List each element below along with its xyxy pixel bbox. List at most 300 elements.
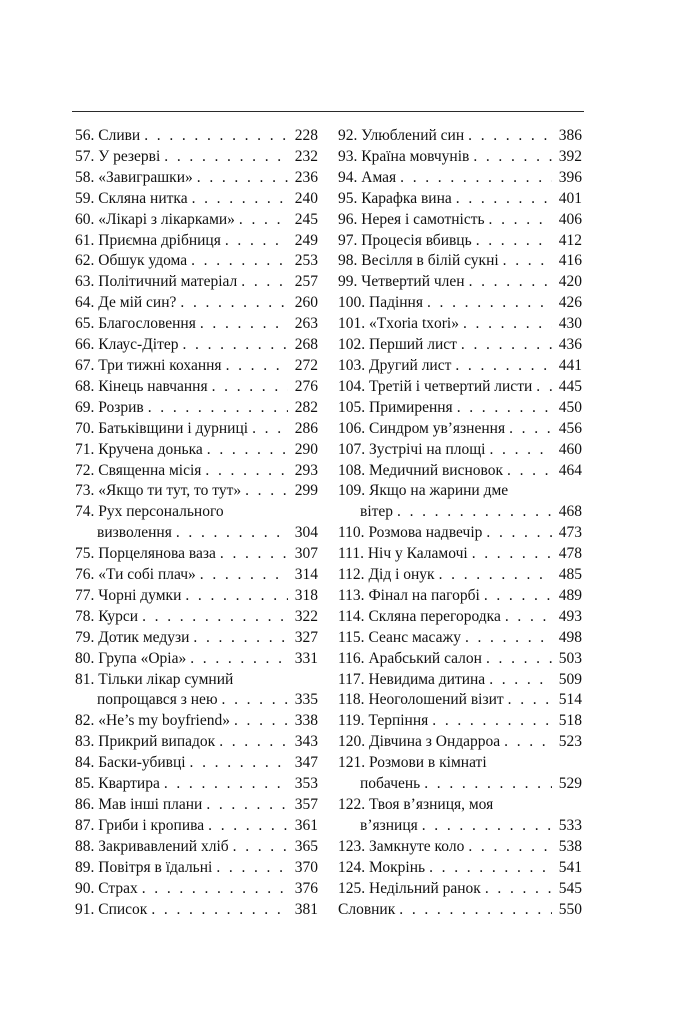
page-number: 343 — [294, 733, 318, 751]
chapter-number: 110. — [338, 524, 365, 542]
chapter-heading — [338, 670, 485, 691]
toc-entry-line — [75, 523, 318, 544]
chapter-number: 67. — [75, 356, 95, 374]
chapter-heading — [338, 858, 425, 879]
dot-leader — [456, 189, 552, 210]
chapter-heading — [338, 440, 485, 461]
toc-entry — [75, 795, 318, 816]
chapter-number: 56. — [75, 127, 95, 144]
page-number: 282 — [294, 398, 318, 416]
page-number: 307 — [294, 545, 318, 563]
toc-entry-line — [338, 419, 582, 440]
chapter-heading — [75, 544, 216, 565]
chapter-heading — [338, 272, 465, 293]
chapter-heading — [338, 419, 505, 440]
toc-entry-line — [75, 189, 318, 210]
chapter-title: Процесія вбивць — [361, 231, 472, 249]
chapter-title: Дід і онук — [368, 566, 435, 584]
page-number: 441 — [558, 356, 582, 374]
toc-entry — [338, 879, 582, 900]
dot-leader — [206, 795, 288, 816]
toc-entry-line — [338, 210, 582, 231]
toc-entry-line — [75, 732, 318, 753]
chapter-title: Кінець навчання — [98, 377, 208, 395]
page-number: 550 — [558, 900, 582, 918]
toc-entry-line — [338, 586, 582, 607]
dot-leader — [397, 502, 552, 523]
dot-leader — [239, 210, 288, 231]
page-number: 533 — [558, 816, 582, 834]
toc-entry-line — [338, 690, 582, 711]
chapter-heading — [338, 210, 485, 231]
toc-entry — [75, 356, 318, 377]
chapter-number: 122. — [338, 796, 366, 813]
toc-entry-line — [75, 147, 318, 168]
chapter-heading — [338, 565, 435, 586]
toc-entry-line — [338, 795, 582, 816]
page-number: 485 — [558, 566, 582, 584]
toc-entry — [338, 753, 582, 795]
chapter-number: 80. — [75, 649, 95, 667]
toc-entry — [338, 251, 582, 272]
page-number: 286 — [294, 419, 318, 437]
toc-entry — [75, 858, 318, 879]
dot-leader — [216, 858, 288, 879]
chapter-number: 70. — [75, 419, 95, 437]
chapter-title: Карафка вина — [361, 189, 452, 207]
toc-entry-line — [338, 461, 582, 482]
page-number: 293 — [294, 461, 318, 479]
chapter-heading — [75, 649, 186, 670]
chapter-title: Неоголошений візит — [368, 691, 504, 709]
page-number: 503 — [558, 649, 582, 667]
chapter-number: 62. — [75, 252, 95, 270]
dot-leader — [164, 147, 288, 168]
toc-entry-line — [338, 356, 582, 377]
dot-leader — [509, 419, 552, 440]
dot-leader — [219, 732, 288, 753]
chapter-heading — [75, 628, 189, 649]
toc-entry-line — [338, 293, 582, 314]
toc-column-left — [75, 126, 318, 920]
page-number: 396 — [558, 168, 582, 186]
chapter-number: 59. — [75, 189, 95, 207]
dot-leader — [193, 628, 288, 649]
toc-entry — [75, 419, 318, 440]
toc-entry-line — [75, 711, 318, 732]
chapter-title: Кручена донька — [98, 440, 203, 458]
chapter-number: 91. — [75, 900, 95, 918]
chapter-heading — [75, 858, 212, 879]
chapter-number: 96. — [338, 210, 358, 228]
chapter-title-continued: визволення — [97, 524, 172, 542]
chapter-number: 95. — [338, 189, 358, 207]
toc-entry — [338, 670, 582, 691]
chapter-heading — [338, 293, 423, 314]
chapter-heading — [338, 356, 451, 377]
dot-leader — [429, 858, 552, 879]
chapter-heading — [75, 293, 176, 314]
dot-leader — [176, 523, 288, 544]
page-number: 253 — [294, 252, 318, 270]
toc-entry — [75, 461, 318, 482]
chapter-number: 89. — [75, 858, 95, 876]
chapter-number: 79. — [75, 628, 95, 646]
chapter-number: 109. — [338, 482, 366, 500]
toc-entry-line — [338, 335, 582, 356]
dot-leader — [205, 461, 288, 482]
dot-leader — [233, 837, 288, 858]
chapter-number: 116. — [338, 649, 365, 667]
dot-leader — [468, 126, 552, 147]
chapter-number: 87. — [75, 816, 95, 834]
toc-entry — [75, 732, 318, 753]
chapter-title: Страх — [98, 879, 138, 897]
page-number: 493 — [558, 607, 582, 625]
chapter-number: 84. — [75, 754, 95, 772]
toc-entry-line — [75, 481, 318, 502]
page-number: 257 — [294, 273, 318, 291]
chapter-number: 105. — [338, 398, 366, 416]
page-number: 268 — [294, 336, 318, 354]
chapter-title: Країна мовчунів — [361, 147, 470, 165]
page-number: 357 — [294, 796, 318, 813]
toc-entry-line — [75, 440, 318, 461]
toc-entry — [338, 126, 582, 147]
chapter-title: Синдром ув’язнення — [369, 419, 506, 437]
chapter-title-continued: попрощався з нею — [97, 691, 218, 709]
chapter-title: «He’s my boyfriend» — [98, 712, 230, 730]
toc-entry — [75, 293, 318, 314]
toc-entry-line — [75, 774, 318, 795]
toc-entry-line — [75, 858, 318, 879]
chapter-heading — [338, 649, 482, 670]
page-number: 460 — [558, 440, 582, 458]
dot-leader — [185, 586, 288, 607]
toc-entry — [75, 251, 318, 272]
toc-entry-line — [75, 126, 318, 147]
chapter-number: 90. — [75, 879, 95, 897]
chapter-title: Падіння — [369, 294, 423, 312]
chapter-number: 114. — [338, 607, 365, 625]
chapter-heading — [75, 816, 204, 837]
chapter-number: 94. — [338, 168, 358, 186]
page-number: 232 — [294, 147, 318, 165]
toc-entry — [338, 565, 582, 586]
dot-leader — [180, 293, 288, 314]
chapter-number: 69. — [75, 398, 95, 416]
chapter-title: Курси — [98, 607, 139, 625]
page-number: 365 — [294, 837, 318, 855]
chapter-title-continued: побачень — [360, 775, 421, 793]
chapter-heading — [338, 251, 499, 272]
chapter-heading — [75, 147, 160, 168]
chapter-title: Гриби і кропива — [98, 816, 205, 834]
toc-entry-line — [338, 231, 582, 252]
chapter-heading — [75, 356, 222, 377]
toc-entry-line — [338, 628, 582, 649]
chapter-heading — [75, 314, 196, 335]
chapter-heading — [338, 377, 532, 398]
page-number: 473 — [558, 524, 582, 542]
chapter-title: Розмова надвечір — [368, 524, 483, 542]
page-number: 529 — [558, 775, 582, 793]
dot-leader — [472, 544, 552, 565]
chapter-title: Мав інші плани — [98, 796, 203, 813]
toc-entry — [75, 628, 318, 649]
toc-entry — [338, 837, 582, 858]
chapter-number: 107. — [338, 440, 366, 458]
toc-entry — [338, 293, 582, 314]
dot-leader — [455, 356, 552, 377]
toc-entry — [338, 586, 582, 607]
chapter-title: Тільки лікар сумний — [98, 670, 234, 688]
toc-entry-line — [75, 272, 318, 293]
chapter-number: 86. — [75, 796, 95, 813]
toc-entry-line — [75, 251, 318, 272]
chapter-heading — [75, 753, 186, 774]
toc-entry-line — [338, 544, 582, 565]
dot-leader — [469, 272, 552, 293]
page-number: 304 — [294, 524, 318, 542]
toc-entry — [338, 858, 582, 879]
dot-leader — [245, 481, 288, 502]
page-number: 376 — [294, 879, 318, 897]
toc-entry — [75, 168, 318, 189]
chapter-title: Приємна дрібниця — [98, 231, 221, 249]
toc-entry — [338, 900, 582, 921]
chapter-number: 76. — [75, 566, 95, 584]
page-number: 314 — [294, 566, 318, 584]
chapter-title: Четвертий член — [361, 273, 465, 291]
chapter-title: Медичний висновок — [369, 461, 504, 479]
dot-leader — [222, 690, 288, 711]
chapter-number: 73. — [75, 482, 95, 500]
dot-leader — [197, 168, 288, 189]
chapter-number: 103. — [338, 356, 366, 374]
chapter-number: 113. — [338, 586, 365, 604]
toc-entry-line — [338, 502, 582, 523]
toc-entry — [338, 523, 582, 544]
toc-entry — [75, 837, 318, 858]
dot-leader — [468, 837, 552, 858]
toc-entry — [338, 795, 582, 837]
toc-entry-line — [75, 168, 318, 189]
toc-entry-line — [75, 649, 318, 670]
dot-leader — [144, 126, 288, 147]
dot-leader — [465, 628, 552, 649]
toc-entry — [75, 440, 318, 461]
dot-leader — [489, 210, 552, 231]
page-number: 347 — [294, 754, 318, 772]
chapter-number: 61. — [75, 231, 95, 249]
chapter-heading — [75, 335, 179, 356]
toc-entry — [338, 168, 582, 189]
toc-entry — [75, 816, 318, 837]
chapter-number: 102. — [338, 336, 366, 354]
chapter-title-continued: в’язниця — [360, 816, 418, 834]
toc-entry — [75, 189, 318, 210]
toc-entry-line — [338, 753, 582, 774]
chapter-number: 104. — [338, 377, 366, 395]
page-number: 450 — [558, 398, 582, 416]
chapter-heading — [75, 461, 201, 482]
toc-entry-line — [338, 398, 582, 419]
chapter-title: Благословення — [98, 315, 196, 333]
dot-leader — [207, 440, 288, 461]
chapter-heading — [338, 147, 469, 168]
toc-entry — [75, 879, 318, 900]
chapter-title: Дівчина з Ондарроа — [369, 733, 501, 751]
toc-entry-line — [338, 523, 582, 544]
chapter-title: Обшук удома — [98, 252, 188, 270]
chapter-title: Нерея і самотність — [361, 210, 485, 228]
page-number: 245 — [294, 210, 318, 228]
chapter-number: 117. — [338, 670, 365, 688]
toc-entry — [338, 356, 582, 377]
chapter-title: Розмови в кімнаті — [369, 754, 487, 772]
page-number: 240 — [294, 189, 318, 207]
toc-entry-line — [75, 753, 318, 774]
page-number: 518 — [558, 712, 582, 730]
chapter-heading — [338, 628, 461, 649]
dot-leader — [489, 440, 552, 461]
page-number: 464 — [558, 461, 582, 479]
chapter-heading — [75, 168, 193, 189]
page-number: 272 — [294, 356, 318, 374]
chapter-title: Клаус-Дітер — [98, 336, 179, 354]
toc-entry — [338, 481, 582, 523]
toc-entry — [75, 126, 318, 147]
page-number: 430 — [558, 315, 582, 333]
page-number: 523 — [558, 733, 582, 751]
dot-leader — [485, 879, 552, 900]
chapter-heading — [75, 272, 237, 293]
toc-entry — [338, 147, 582, 168]
chapter-heading — [75, 377, 208, 398]
chapter-title: Арабський салон — [368, 649, 482, 667]
page-number: 498 — [558, 628, 582, 646]
toc-entry — [338, 544, 582, 565]
page-number: 426 — [558, 294, 582, 312]
chapter-title: Мокрінь — [369, 858, 426, 876]
toc-entry-line — [75, 607, 318, 628]
dot-leader — [234, 711, 288, 732]
chapter-title: Батьківщини і дурниці — [98, 419, 249, 437]
chapter-title: Недільний ранок — [369, 879, 481, 897]
chapter-title: Перший лист — [369, 336, 457, 354]
chapter-number: 57. — [75, 147, 95, 165]
chapter-title: Прикрий випадок — [98, 733, 216, 751]
toc-entry-line — [338, 168, 582, 189]
page-number: 338 — [294, 712, 318, 730]
chapter-heading — [338, 126, 464, 147]
chapter-title: Улюблений син — [361, 127, 465, 144]
dot-leader — [220, 544, 288, 565]
toc-entry-line — [338, 670, 582, 691]
toc-entry-line — [338, 126, 582, 147]
chapter-number: 93. — [338, 147, 358, 165]
chapter-heading — [75, 126, 140, 147]
dot-leader — [432, 711, 552, 732]
chapter-title: Амая — [361, 168, 397, 186]
toc-entry — [75, 231, 318, 252]
toc-entry-line — [338, 711, 582, 732]
chapter-title-continued: вітер — [360, 503, 394, 521]
chapter-title: Порцелянова ваза — [98, 545, 216, 563]
chapter-number: 99. — [338, 273, 358, 291]
chapter-number: 74. — [75, 503, 95, 521]
page-number: 370 — [294, 858, 318, 876]
toc-entry — [75, 607, 318, 628]
toc-entry-line — [75, 879, 318, 900]
toc-entry-line — [338, 858, 582, 879]
toc-entry-line — [75, 586, 318, 607]
dot-leader — [427, 293, 552, 314]
chapter-title: «Лікарі з лікарками» — [98, 210, 235, 228]
toc-entry-line — [338, 607, 582, 628]
dot-leader — [486, 523, 552, 544]
toc-entry-line — [75, 544, 318, 565]
toc-entry-line — [75, 816, 318, 837]
chapter-number: 111. — [338, 545, 364, 563]
page-number: 290 — [294, 440, 318, 458]
page-number: 276 — [294, 377, 318, 395]
page-number: 386 — [558, 127, 582, 144]
dot-leader — [190, 753, 288, 774]
toc-entry — [338, 272, 582, 293]
chapter-heading — [338, 711, 428, 732]
page-number: 436 — [558, 336, 582, 354]
toc-entry-line — [75, 398, 318, 419]
dot-leader — [191, 251, 288, 272]
dot-leader — [505, 607, 552, 628]
chapter-heading — [338, 837, 464, 858]
chapter-number: 120. — [338, 733, 366, 751]
chapter-heading — [338, 461, 503, 482]
toc-entry-line — [75, 210, 318, 231]
chapter-heading — [338, 231, 472, 252]
chapter-title: Священна місія — [98, 461, 202, 479]
toc-entry — [338, 398, 582, 419]
toc-entry-line — [338, 774, 582, 795]
toc-entry-line — [75, 690, 318, 711]
dot-leader — [241, 272, 288, 293]
chapter-title: Словник — [338, 900, 396, 918]
chapter-number: 72. — [75, 461, 95, 479]
page-number: 299 — [294, 482, 318, 500]
dot-leader — [200, 314, 288, 335]
chapter-title: Список — [98, 900, 148, 918]
chapter-heading — [75, 607, 138, 628]
page-number: 260 — [294, 294, 318, 312]
dot-leader — [473, 147, 552, 168]
page-number: 335 — [294, 691, 318, 709]
chapter-number: 85. — [75, 775, 95, 793]
chapter-number: 98. — [338, 252, 358, 270]
chapter-title: Фінал на пагорбі — [368, 586, 480, 604]
toc-entry — [75, 900, 318, 921]
chapter-title: Дотик медузи — [98, 628, 190, 646]
chapter-title: Сливи — [98, 127, 141, 144]
dot-leader — [252, 419, 288, 440]
chapter-heading — [75, 189, 188, 210]
page-number: 331 — [294, 649, 318, 667]
toc-entry-line — [75, 837, 318, 858]
header-rule — [72, 111, 584, 112]
toc-entry — [75, 147, 318, 168]
toc-entry — [338, 210, 582, 231]
